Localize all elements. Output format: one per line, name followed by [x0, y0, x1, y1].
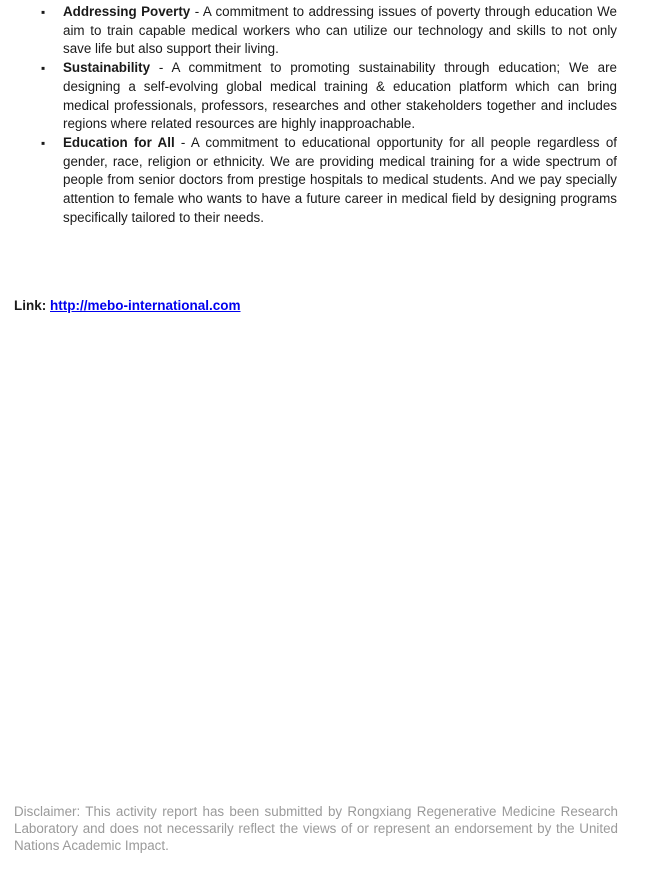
disclaimer-text: Disclaimer: This activity report has been submitted by Rongxiang Regenerative Medicine Research Laboratory and does not necessarily reflect the views of or represent an endorsement by the United Nations Academic Impact.	[14, 804, 618, 854]
list-item-education-for-all	[40, 134, 617, 228]
square-bullet-icon: ▪	[41, 135, 46, 150]
commitment-list	[40, 3, 617, 227]
list-item-addressing-poverty	[40, 3, 617, 59]
link-line	[14, 297, 241, 315]
bullet-title: Addressing Poverty	[63, 4, 191, 19]
website-hyperlink[interactable]: http://mebo-international.com	[50, 298, 241, 313]
bullet-body: - A commitment to addressing issues of poverty through education We aim to train capable medical workers who can utilize our technology and skills to not only save life but also support their living.	[63, 4, 617, 57]
bullet-body: - A commitment to promoting sustainability through education; We are designing a self-evolving global medical training & education platform which can bring medical professionals, professors, researches and other stakeholders together and includes regions where related resources are highly inapproachable.	[63, 60, 617, 132]
list-item-sustainability	[40, 59, 617, 134]
bullet-body: - A commitment to educational opportunity for all people regardless of gender, race, religion or ethnicity. We are providing medical training for a wide spectrum of people from senior doctors from prestige hospitals to medical students. And we pay specially attention to female who wants to have a future career in medical field by designing programs specifically tailored to their needs.	[63, 134, 617, 225]
link-label: Link:	[14, 298, 47, 313]
bullet-title: Sustainability	[63, 60, 151, 76]
bullet-title: Education for All	[63, 134, 175, 150]
square-bullet-icon: ▪	[41, 5, 46, 19]
square-bullet-icon: ▪	[41, 61, 46, 76]
